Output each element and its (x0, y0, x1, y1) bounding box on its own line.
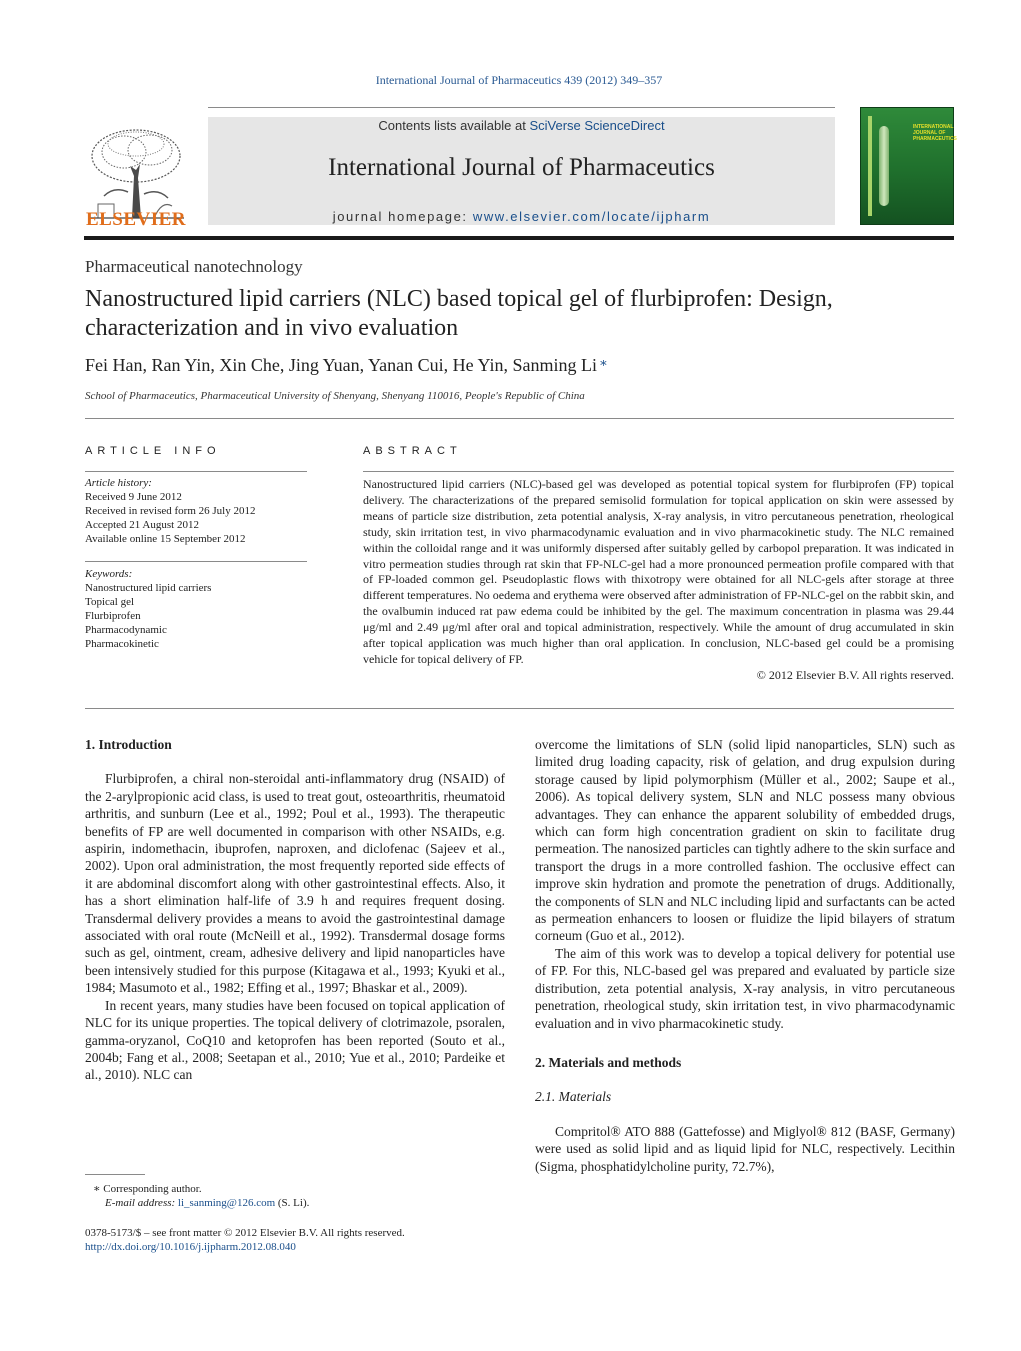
article-title: Nanostructured lipid carriers (NLC) based topical gel of flurbiprofen: Design, characterization and in vivo evaluation (85, 286, 833, 341)
email-suffix: (S. Li). (275, 1197, 310, 1209)
right-paragraph-2: The aim of this work was to develop a topical delivery for potential use of FP. For this, NLC-based gel was prepared and evaluated by particle size distribution, zeta potential analysis, X-ray analysis, in vitro percutaneous penetration, rheological study, skin irritation test, in vivo pharmacodynamic evaluation and in vivo pharmacokinetic study. (535, 945, 955, 1031)
corresponding-label: ∗ Corresponding author. (93, 1183, 202, 1195)
materials-heading: 2.1. Materials (535, 1089, 612, 1105)
journal-homepage (208, 209, 835, 224)
corresponding-footnote (85, 1182, 513, 1210)
cover-tube (879, 126, 889, 206)
abstract-body (363, 477, 954, 684)
author-list (85, 355, 608, 376)
history-label: Article history: (85, 477, 152, 489)
corresponding-author-link[interactable]: ∗ (599, 355, 608, 370)
affiliation: School of Pharmaceutics, Pharmaceutical University of Shenyang, Shenyang 110016, People's Republic of China (85, 390, 585, 402)
abstract-bottom-rule (85, 708, 954, 709)
article-section: Pharmaceutical nanotechnology (85, 257, 303, 276)
intro-heading: 1. Introduction (85, 737, 172, 752)
elsevier-wordmark: ELSEVIER (85, 209, 187, 230)
info-rule-top (85, 471, 307, 472)
journal-cover-image (860, 107, 957, 225)
email-link[interactable]: li_sanming@126.com (177, 1197, 276, 1209)
abstract-rule (363, 471, 954, 472)
contents-line (208, 118, 835, 133)
front-matter-note (85, 1226, 505, 1254)
abstract-text: Nanostructured lipid carriers (NLC)-based gel was developed as potential topical system for flurbiprofen (FP) topical delivery. The characterizations of the prepared semisolid formulation for topical application on skin were assessed by means of particle size distribution, zeta potential analysis, X-ray analysis, in vitro percutaneous penetration, rheological study, skin irritation test, in vivo pharmacodynamic evaluation and in vivo pharmacokinetic study. The NLC remained within the colloidal range and it was uniformly dispersed after suitably gelled by carbopol preparation. It was indicated in vitro permeation studies through rat skin that FP-NLC-gel had a more pronounced permeation profile compared with that of FP-loaded common gel. Pseudoplastic flows with thixotropy were obtained for all NLC-gels after storage at three different temperatures. No oedema and erythema were observed after administration of FP-NLC-gel on the rabbit skin, and the ovalbumin induced rat paw edema could be inhibited by the gel. The maximum concentration in plasma was 29.44 μg/ml and 2.49 μg/ml after oral and topical administration, respectively. While the amount of drug accumulated in skin after topical application was much higher than oral application. In conclusion, NLC-based gel could be a promising vehicle for topical delivery of FP. (363, 477, 954, 666)
history-revised: Received in revised form 26 July 2012 (85, 505, 256, 517)
keywords-label: Keywords: (85, 568, 133, 580)
left-column (85, 736, 505, 1084)
abstract-copyright: © 2012 Elsevier B.V. All rights reserved. (756, 667, 954, 682)
article-info-heading: ARTICLE INFO (85, 445, 221, 457)
article-history (85, 476, 255, 546)
authors-text: Fei Han, Ran Yin, Xin Che, Jing Yuan, Yanan Cui, He Yin, Sanming Li (85, 355, 597, 375)
homepage-link[interactable]: www.elsevier.com/locate/ijpharm (472, 209, 711, 224)
intro-paragraph-2: In recent years, many studies have been focused on topical application of NLC for its unique properties. The topical delivery of clotrimazole, psoralen, gamma-oryzanol, CoQ10 and ketoprofen has been reported (Souto et al., 2004b; Fang et al., 2008; Seetapan et al., 2010; Yue et al., 2010; Pardeike et al., 2010). NLC can (85, 997, 505, 1083)
journal-title: International Journal of Pharmaceutics (328, 154, 715, 181)
email-label: E-mail address: (105, 1197, 178, 1209)
contents-prefix: Contents lists available at (378, 118, 530, 133)
history-online: Available online 15 September 2012 (85, 533, 246, 545)
history-received: Received 9 June 2012 (85, 491, 182, 503)
header-rule (208, 107, 835, 108)
info-rule-middle (85, 561, 307, 562)
journal-citation: International Journal of Pharmaceutics 439 (2012) 349–357 (375, 73, 663, 87)
right-paragraph-1: overcome the limitations of SLN (solid lipid nanoparticles, SLN) such as limited drug loading capacity, risk of gelation, and drug expulsion during storage caused by lipid polymorphism (Müller et al., 2002; Saupe et al., 2006). As topical delivery system, SLN and NLC possess many obvious advantages. They can enhance the apparent solubility of embedded drugs, which can form high concentration gradient on skin to facilitate drug permeation. The nanosized particles can tightly adhere to the skin surface and transport the drugs in a more controlled fashion. The occlusive effect can improve skin hydration and promote the penetration of drugs. Additionally, the components of SLN and NLC including lipid and surfactants can be acted as permeation enhancers to loosen or fluidize the lipid bilayers of stratum corneum (Guo et al., 2012). (535, 737, 955, 944)
cover-strip (868, 116, 872, 216)
homepage-prefix: journal homepage: (332, 209, 473, 224)
keyword-item: Flurbiprofen (85, 610, 141, 622)
keyword-item: Topical gel (85, 596, 135, 608)
journal-banner (208, 117, 835, 225)
cover-title: INTERNATIONAL JOURNAL OF PHARMACEUTICS (913, 124, 957, 142)
intro-paragraph-1: Flurbiprofen, a chiral non-steroidal anti-inflammatory drug (NSAID) of the 2-arylpropionic acid class, is used to treat gout, osteoarthritis, rheumatoid arthritis, and sunburn (Lee et al., 1992; Poul et al., 1993). The therapeutic benefits of FP are well documented in comparison with other NSAIDs, e.g. aspirin, indomethacin, ibuprofen, naproxen, and diclofenac (Sajeev et al., 2002). Upon oral administration, the most frequently reported side effects of it are abdominal discomfort along with other gastrointestinal effects. Also, it has a short elimination half-life of 3.9 h and requires frequent dosing. Transdermal delivery provides a means to avoid the gastrointestinal damage associated with oral route (McNeill et al., 1992). Transdermal dosage forms such as gel, ointment, cream, adhesive delivery and lipid nanoparticles have been intensively studied for this purpose (Kitagawa et al., 1993; Kyuki et al., 1984; Masumoto et al., 1982; Effing et al., 1997; Bhaskar et al., 2009). (85, 771, 505, 996)
footnote-rule (85, 1174, 145, 1175)
sciencedirect-link[interactable]: SciVerse ScienceDirect (529, 118, 665, 133)
keyword-item: Nanostructured lipid carriers (85, 582, 212, 594)
keywords (85, 567, 211, 651)
methods-heading: 2. Materials and methods (535, 1054, 682, 1070)
affiliation-rule (85, 418, 954, 419)
materials-paragraph-1: Compritol® ATO 888 (Gattefosse) and Miglyol® 812 (BASF, Germany) were used as solid lipid and as liquid lipid for NLC, respectively. Lecithin (Sigma, phosphatidylcholine purity, 72.7%), (535, 1123, 955, 1174)
keyword-item: Pharmacokinetic (85, 638, 159, 650)
right-column (535, 736, 955, 1175)
doi-link[interactable]: http://dx.doi.org/10.1016/j.ijpharm.2012.08.040 (85, 1241, 296, 1253)
issn-text: 0378-5173/$ – see front matter © 2012 Elsevier B.V. All rights reserved. (85, 1227, 405, 1239)
header-thick-rule (84, 236, 954, 240)
keyword-item: Pharmacodynamic (85, 624, 167, 636)
abstract-heading: ABSTRACT (363, 445, 462, 457)
history-accepted: Accepted 21 August 2012 (85, 519, 199, 531)
